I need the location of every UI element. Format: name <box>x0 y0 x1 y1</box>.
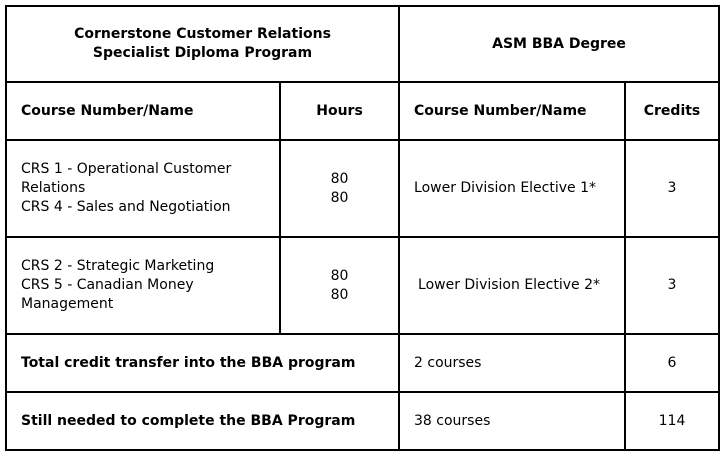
still-needed-row <box>6 392 719 450</box>
diploma-course-column-header: Course Number/Name <box>6 82 280 140</box>
bba-equivalent-cell: Lower Division Elective 1* <box>399 140 625 237</box>
course-name: Management <box>21 296 114 312</box>
table-row <box>6 237 719 334</box>
total-transfer-courses: 2 courses <box>399 334 625 392</box>
course-name: CRS 1 - Operational Customer <box>21 161 232 177</box>
credits-cell: 3 <box>625 237 719 334</box>
still-needed-label: Still needed to complete the BBA Program <box>6 392 399 450</box>
credits-cell: 3 <box>625 140 719 237</box>
course-hours: 80 <box>330 170 349 187</box>
still-needed-courses: 38 courses <box>399 392 625 450</box>
credit-transfer-table <box>5 5 720 451</box>
bba-course-column-header: Course Number/Name <box>399 82 625 140</box>
course-hours: 80 <box>330 286 349 303</box>
credits-column-header: Credits <box>625 82 719 140</box>
diploma-courses-cell <box>6 140 280 237</box>
diploma-courses-cell <box>6 237 280 334</box>
column-header-row <box>6 82 719 140</box>
diploma-program-title-line2: Specialist Diploma Program <box>92 45 313 61</box>
bba-degree-header: ASM BBA Degree <box>399 6 719 82</box>
course-hours: 80 <box>330 267 349 284</box>
total-transfer-credits: 6 <box>625 334 719 392</box>
diploma-program-title-line1: Cornerstone Customer Relations <box>74 26 331 42</box>
hours-cell <box>280 140 399 237</box>
table-row <box>6 140 719 237</box>
total-transfer-row <box>6 334 719 392</box>
hours-column-header: Hours <box>280 82 399 140</box>
total-transfer-label: Total credit transfer into the BBA program <box>6 334 399 392</box>
hours-cell <box>280 237 399 334</box>
course-name: CRS 5 - Canadian Money <box>21 277 194 293</box>
course-name: CRS 4 - Sales and Negotiation <box>21 199 231 215</box>
course-hours: 80 <box>330 189 349 206</box>
course-name: CRS 2 - Strategic Marketing <box>21 258 215 274</box>
bba-equivalent-cell: Lower Division Elective 2* <box>399 237 625 334</box>
still-needed-credits: 114 <box>625 392 719 450</box>
diploma-program-header <box>6 6 399 82</box>
program-header-row <box>6 6 719 82</box>
course-name: Relations <box>21 180 86 196</box>
